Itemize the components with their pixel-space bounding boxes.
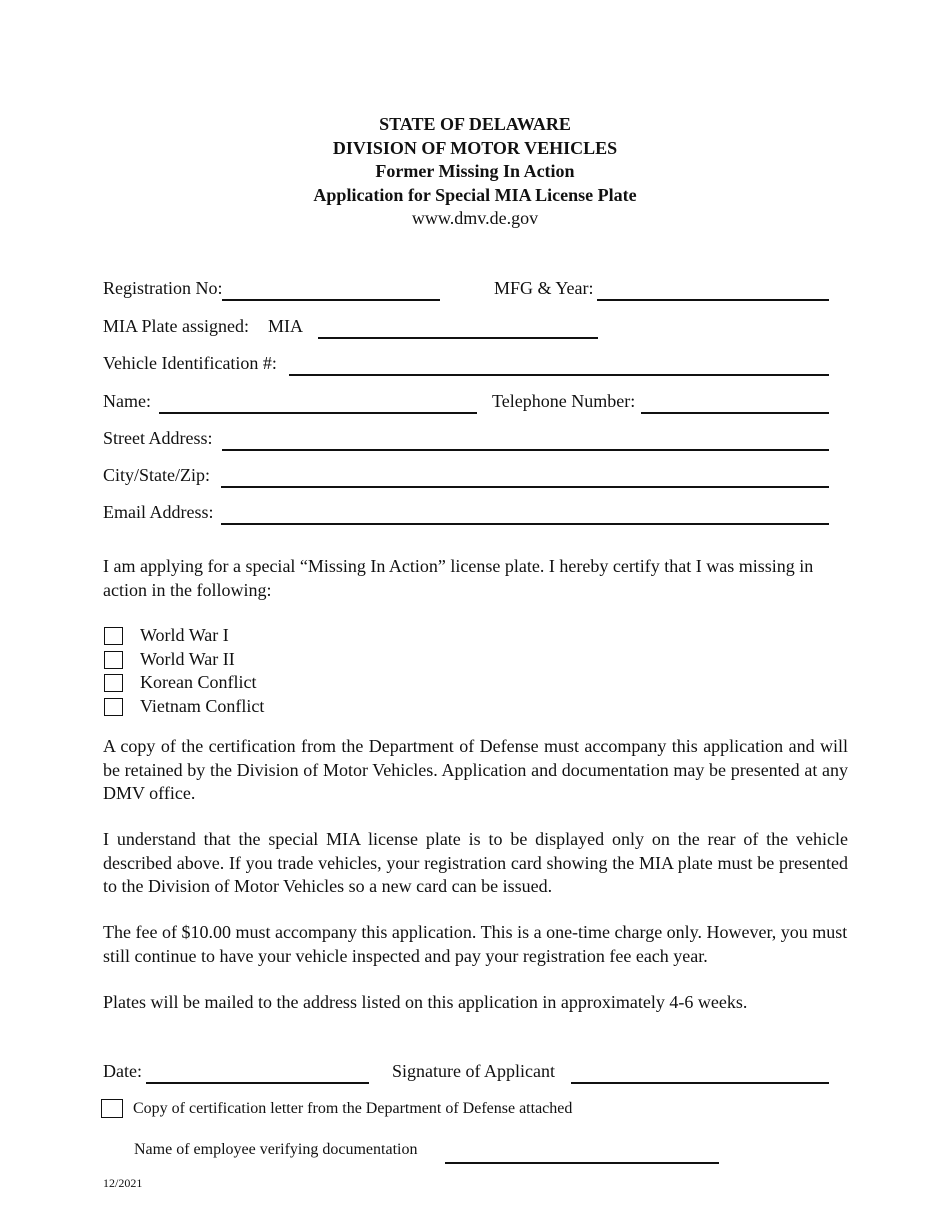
city-input[interactable] [221,465,829,487]
checkbox-world-war-1[interactable] [104,624,229,647]
checkbox-label: Korean Conflict [140,672,257,692]
checkbox-label: World War I [140,625,229,645]
email-underline [221,523,829,525]
mailing-paragraph: Plates will be mailed to the address listed on this application in approximately 4-6 weeks. [103,992,748,1012]
mfg-year-label: MFG & Year: [494,278,594,298]
mia-plate-input[interactable] [318,316,598,338]
fee-paragraph: The fee of $10.00 must accompany this application. This is a one-time charge only. However, you must still continue to have your vehicle inspected and pay your registration fee each year. [103,922,848,966]
checkbox-vietnam-conflict[interactable] [104,695,264,718]
registration-underline [222,299,440,301]
email-label: Email Address: [103,502,214,522]
employee-label: Name of employee verifying documentation [134,1141,418,1158]
checkbox-korean-conflict[interactable] [104,671,256,694]
checkbox-cert-attached[interactable] [101,1097,572,1120]
checkbox-box[interactable] [104,651,123,669]
registration-label: Registration No: [103,278,223,298]
name-label: Name: [103,391,151,411]
date-input[interactable] [146,1061,369,1083]
employee-underline [445,1162,719,1164]
vin-underline [289,374,829,376]
mia-plate-prefix: MIA [268,316,303,336]
header-division: DIVISION OF MOTOR VEHICLES [332,137,618,158]
telephone-underline [641,412,829,414]
signature-label: Signature of Applicant [392,1061,555,1081]
header-website: www.dmv.de.gov [411,208,539,228]
cert-attached-label: Copy of certification letter from the Department of Defense attached [133,1100,573,1117]
checkbox-label: World War II [140,649,235,669]
city-underline [221,486,829,488]
certification-paragraph: A copy of the certification from the Department of Defense must accompany this application and will be retained by the Division of Motor Vehicles. Application and documentation may be presented at any DMV office. [103,736,848,803]
checkbox-world-war-2[interactable] [104,648,235,671]
street-underline [222,449,829,451]
mfg-year-underline [597,299,829,301]
checkbox-box[interactable] [104,627,123,645]
mfg-year-input[interactable] [597,278,829,300]
revision-date: 12/2021 [103,1176,143,1190]
signature-underline [571,1082,829,1084]
checkbox-box[interactable] [104,698,123,716]
name-input[interactable] [159,391,477,413]
name-underline [159,412,477,414]
checkbox-box[interactable] [104,674,123,692]
intro-paragraph: I am applying for a special “Missing In Action” license plate. I hereby certify that I was missing in action in the following: [103,556,814,600]
header-state: STATE OF DELAWARE [379,114,571,134]
mia-plate-underline [318,337,598,339]
header-form-title: Application for Special MIA License Plate [313,184,637,205]
telephone-input[interactable] [641,391,829,413]
city-label: City/State/Zip: [103,465,210,485]
date-underline [146,1082,369,1084]
form-header [0,113,950,231]
employee-input[interactable] [445,1140,719,1162]
checkbox-label: Vietnam Conflict [140,696,265,716]
registration-input[interactable] [222,278,440,300]
street-input[interactable] [222,428,829,450]
vin-input[interactable] [289,353,829,375]
checkbox-box[interactable] [101,1099,123,1118]
vin-label: Vehicle Identification #: [103,353,277,373]
header-subtitle: Former Missing In Action [375,161,575,181]
mia-plate-label: MIA Plate assigned: [103,316,249,336]
telephone-label: Telephone Number: [492,391,636,411]
street-label: Street Address: [103,428,213,448]
date-label: Date: [103,1061,142,1081]
signature-input[interactable] [571,1061,829,1083]
display-paragraph: I understand that the special MIA license plate is to be displayed only on the rear of the vehicle described above. If you trade vehicles, your registration card showing the MIA plate must be presented to the Division of Motor Vehicles so a new card can be issued. [103,829,848,896]
email-input[interactable] [221,502,829,524]
